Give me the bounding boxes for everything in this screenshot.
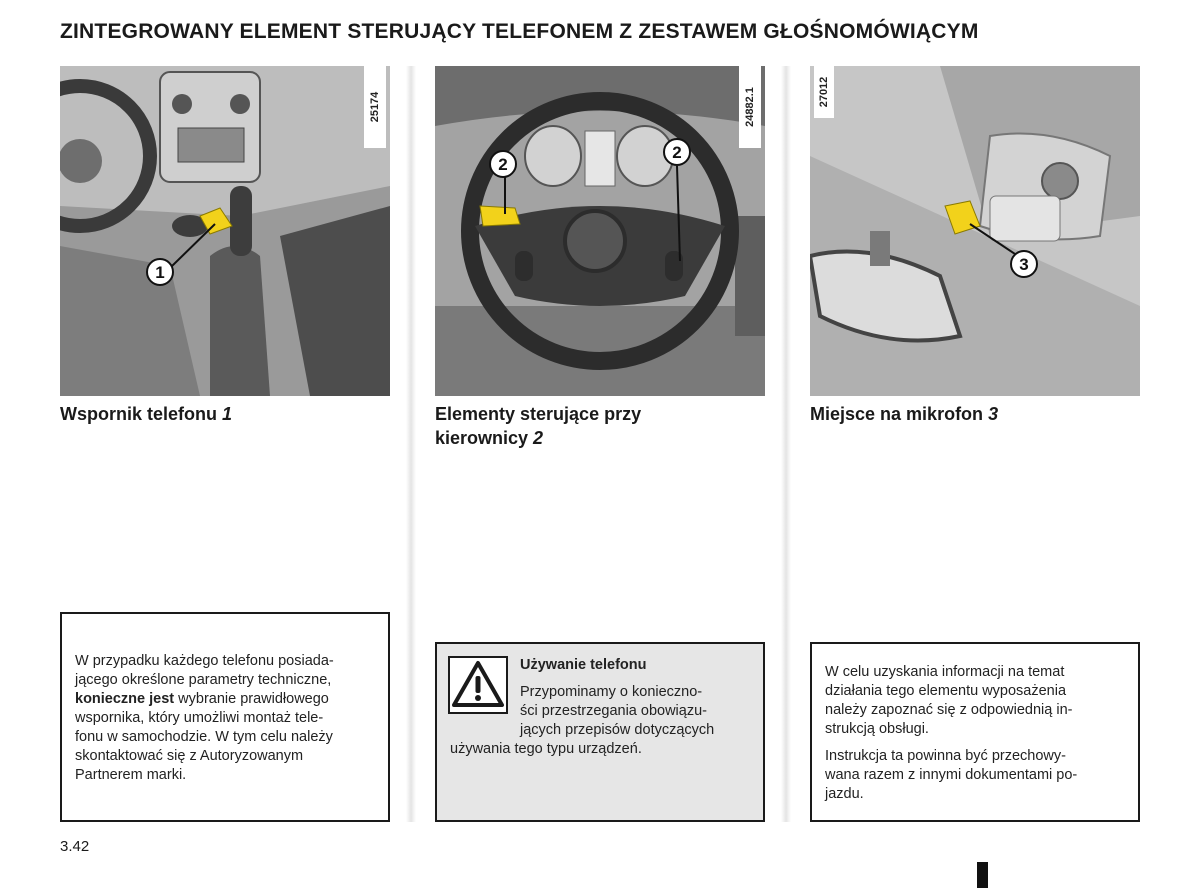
warning-triangle-icon: [448, 656, 508, 714]
callout-1: 1: [155, 263, 165, 282]
warning-title: Używanie telefonu: [520, 657, 647, 673]
page-number: 3.42: [60, 838, 90, 855]
callout-2b: 2: [672, 143, 682, 162]
info-box-holder: W przypadku każdego telefonu posiada- jącego określone parametry techniczne, konieczne jest wybranie prawidłowego wspornika, który umożliwi montaż tele- fonu w samochodzie. W tym celu należy skontaktować się z Autoryzowanym Partnerem marki.: [60, 612, 390, 822]
warning-box: Używanie telefonu Przypominamy o konieczno- ści przestrzegania obowiązu- jących przepisów dotyczących używania tego typu urządzeń.: [435, 642, 765, 822]
image-code: 24882.1: [739, 66, 761, 148]
phone-holder-photo: [60, 66, 390, 396]
microphone-location-photo: [810, 66, 1140, 396]
column-separator-2: [781, 66, 791, 822]
info-box-microphone: W celu uzyskania informacji na temat działania tego elementu wyposażenia należy zapoznać się z odpowiednią in- strukcją obsługi. Instrukcja ta powinna być przechowy- wana razem z innymi dokumentami po- jazdu.: [810, 642, 1140, 822]
column-separator-1: [406, 66, 416, 822]
section-heading-2: Elementy sterujące przy kierownicy 2: [435, 404, 642, 448]
section-tab-marker: [977, 862, 988, 888]
image-code: 25174: [364, 66, 386, 148]
section-heading-1: Wspornik telefonu 1: [60, 404, 233, 424]
section-heading-3: Miejsce na mikrofon 3: [810, 404, 999, 424]
page-title: ZINTEGROWANY ELEMENT STERUJĄCY TELEFONEM Z ZESTAWEM GŁOŚNOMÓWIĄCYM: [60, 20, 979, 43]
callout-3: 3: [1019, 255, 1029, 274]
callout-2a: 2: [498, 155, 508, 174]
steering-wheel-photo: [435, 66, 765, 396]
image-code: 27012: [814, 66, 834, 118]
